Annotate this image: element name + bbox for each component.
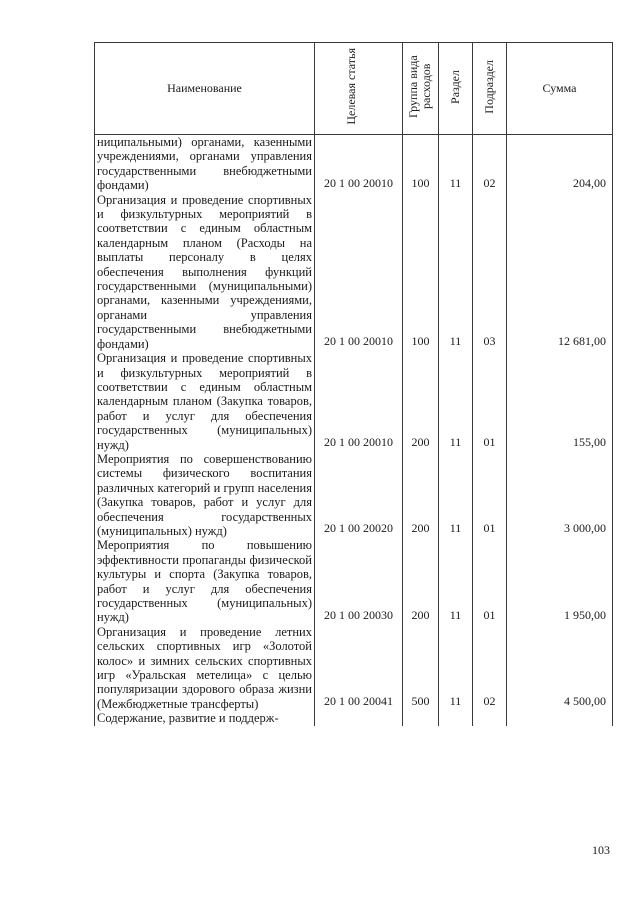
- row-subsection: 02: [473, 625, 507, 711]
- header-section: Раздел: [448, 69, 462, 104]
- header-expense-group: Группа вида расходов: [405, 55, 433, 118]
- row-sum: 155,00: [507, 351, 613, 452]
- row-name: Содержание, развитие и поддерж-: [95, 711, 315, 725]
- table-row: [95, 711, 613, 725]
- row-subsection: 03: [473, 193, 507, 351]
- row-name: Организация и проведение спортивных и физкультурных мероприятий в соответствии с единым областным календарным планом (Расходы на выплаты персоналу в целях обеспечения выполнения функций государственными (муниципальными) органами, казенными учреждениями, органами управления государственными внебюджетными фондами): [95, 193, 315, 351]
- budget-table: [94, 42, 613, 726]
- row-section: 11: [439, 452, 473, 538]
- row-subsection: 01: [473, 538, 507, 624]
- header-subsection-cell: [473, 43, 507, 135]
- row-subsection: 01: [473, 351, 507, 452]
- row-expense-group: 100: [403, 193, 439, 351]
- table-header-row: [95, 43, 613, 135]
- row-target-article: 20 1 00 20041: [315, 625, 403, 711]
- row-section: 11: [439, 538, 473, 624]
- row-expense-group: 200: [403, 351, 439, 452]
- row-subsection: 01: [473, 452, 507, 538]
- header-target-article-cell: [315, 43, 403, 135]
- row-section: 11: [439, 351, 473, 452]
- table-row: [95, 193, 613, 351]
- row-expense-group: 500: [403, 625, 439, 711]
- header-expense-group-cell: [403, 43, 439, 135]
- row-target-article: [315, 711, 403, 725]
- row-sum: 1 950,00: [507, 538, 613, 624]
- table-row: [95, 625, 613, 711]
- row-name: ниципальными) органами, казенными учреждениями, органами управления государственными внебюджетными фондами): [95, 135, 315, 193]
- row-sum: 204,00: [507, 135, 613, 193]
- row-expense-group: [403, 711, 439, 725]
- row-sum: 3 000,00: [507, 452, 613, 538]
- table-row: [95, 135, 613, 193]
- row-sum: [507, 711, 613, 725]
- page-number: 103: [592, 843, 610, 857]
- row-target-article: 20 1 00 20010: [315, 135, 403, 193]
- row-target-article: 20 1 00 20020: [315, 452, 403, 538]
- row-target-article: 20 1 00 20010: [315, 351, 403, 452]
- row-subsection: [473, 711, 507, 725]
- row-section: 11: [439, 625, 473, 711]
- row-name: Организация и проведение летних сельских спортивных игр «Золотой колос» и зимних сельских спортивных игр «Уральская метелица» с целью популяризации здорового образа жизни (Межбюджетные трансферты): [95, 625, 315, 711]
- header-sum: Сумма: [507, 43, 613, 135]
- budget-table-sheet: [94, 42, 612, 822]
- row-name: Мероприятия по совершенствованию системы физического воспитания различных категорий и групп населения (Закупка товаров, работ и услуг для обеспечения государственных (муниципальных) нужд): [95, 452, 315, 538]
- row-name: Организация и проведение спортивных и физкультурных мероприятий в соответствии с единым областным календарным планом (Закупка товаров, работ и услуг для обеспечения государственных (муниципальных) нужд): [95, 351, 315, 452]
- row-target-article: 20 1 00 20030: [315, 538, 403, 624]
- header-section-cell: [439, 43, 473, 135]
- row-subsection: 02: [473, 135, 507, 193]
- row-expense-group: 100: [403, 135, 439, 193]
- table-row: [95, 538, 613, 624]
- header-subsection: Подраздел: [482, 59, 496, 114]
- table-row: [95, 452, 613, 538]
- row-section: [439, 711, 473, 725]
- header-target-article: Целевая статья: [343, 48, 358, 125]
- row-section: 11: [439, 135, 473, 193]
- row-name: Мероприятия по повышению эффективности пропаганды физической культуры и спорта (Закупка товаров, работ и услуг для обеспечения государственных (муниципальных) нужд): [95, 538, 315, 624]
- table-row: [95, 351, 613, 452]
- row-sum: 4 500,00: [507, 625, 613, 711]
- row-target-article: 20 1 00 20010: [315, 193, 403, 351]
- row-section: 11: [439, 193, 473, 351]
- row-expense-group: 200: [403, 538, 439, 624]
- row-expense-group: 200: [403, 452, 439, 538]
- row-sum: 12 681,00: [507, 193, 613, 351]
- header-name: Наименование: [95, 43, 315, 135]
